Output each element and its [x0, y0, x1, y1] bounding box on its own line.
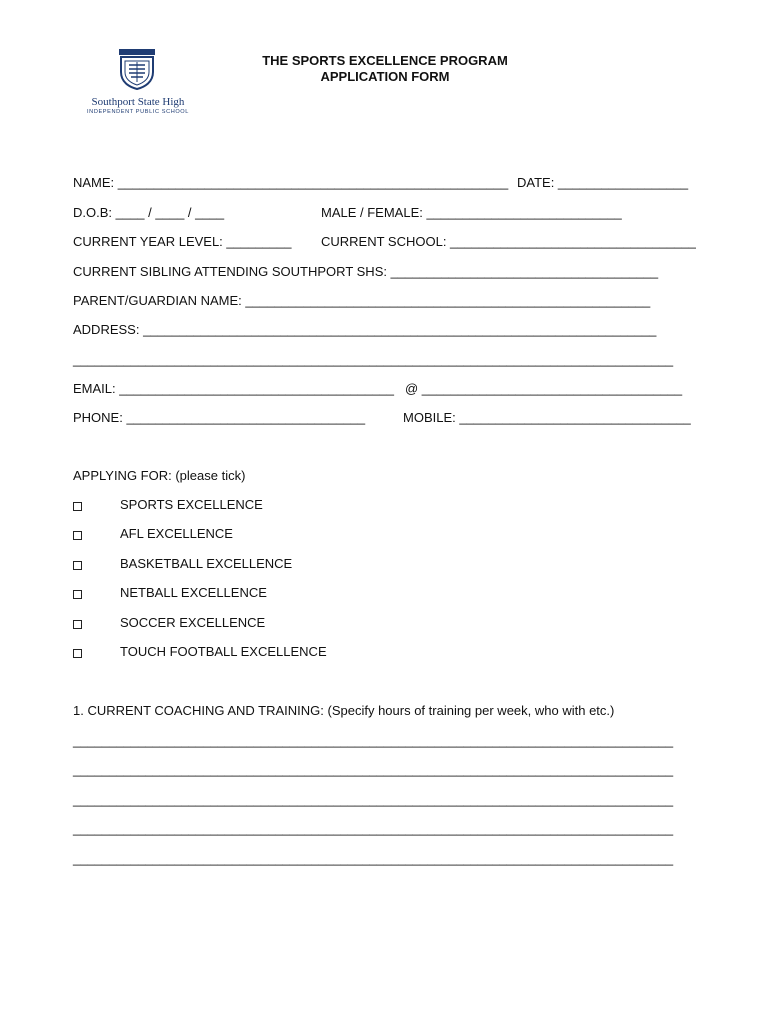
coaching-answer-line[interactable]: ___________________________________________________________________________________	[73, 851, 674, 866]
option-soccer-excellence: SOCCER EXCELLENCE	[120, 615, 266, 630]
name-field[interactable]: NAME: ______________________________________________________	[73, 175, 509, 190]
school-subtitle: INDEPENDENT PUBLIC SCHOOL	[87, 109, 189, 115]
checkbox-afl[interactable]	[73, 531, 82, 540]
option-afl-excellence: AFL EXCELLENCE	[120, 526, 233, 541]
option-netball-excellence: NETBALL EXCELLENCE	[120, 585, 267, 600]
date-field[interactable]: DATE: __________________	[517, 175, 689, 190]
email-field[interactable]: EMAIL: ______________________________________	[73, 381, 394, 396]
option-sports-excellence: SPORTS EXCELLENCE	[120, 497, 263, 512]
gender-field[interactable]: MALE / FEMALE: ___________________________	[321, 205, 622, 220]
coaching-training-heading: 1. CURRENT COACHING AND TRAINING: (Specify hours of training per week, who with etc.)	[73, 703, 615, 718]
coaching-answer-line[interactable]: ___________________________________________________________________________________	[73, 762, 674, 777]
current-school-field[interactable]: CURRENT SCHOOL: __________________________________	[321, 234, 696, 249]
parent-guardian-field[interactable]: PARENT/GUARDIAN NAME: ________________________________________________________	[73, 293, 651, 308]
coaching-answer-line[interactable]: ___________________________________________________________________________________	[73, 792, 674, 807]
dob-field[interactable]: D.O.B: ____ / ____ / ____	[73, 205, 225, 220]
phone-field[interactable]: PHONE: _________________________________	[73, 410, 366, 425]
checkbox-touch-football[interactable]	[73, 649, 82, 658]
coaching-answer-line[interactable]: ___________________________________________________________________________________	[73, 821, 674, 836]
year-level-field[interactable]: CURRENT YEAR LEVEL: _________	[73, 234, 292, 249]
coaching-answer-line[interactable]: ___________________________________________________________________________________	[73, 733, 674, 748]
checkbox-basketball[interactable]	[73, 561, 82, 570]
checkbox-soccer[interactable]	[73, 620, 82, 629]
school-name: Southport State High	[91, 96, 185, 108]
form-title: THE SPORTS EXCELLENCE PROGRAM	[262, 53, 508, 68]
checkbox-sports[interactable]	[73, 502, 82, 511]
sibling-field[interactable]: CURRENT SIBLING ATTENDING SOUTHPORT SHS: _____________________________________	[73, 264, 659, 279]
option-touch-football-excellence: TOUCH FOOTBALL EXCELLENCE	[120, 644, 327, 659]
applying-for-heading: APPLYING FOR: (please tick)	[73, 468, 246, 483]
checkbox-netball[interactable]	[73, 590, 82, 599]
mobile-field[interactable]: MOBILE: ________________________________	[403, 410, 691, 425]
school-logo	[82, 48, 194, 120]
form-subtitle: APPLICATION FORM	[320, 69, 450, 84]
option-basketball-excellence: BASKETBALL EXCELLENCE	[120, 556, 293, 571]
address-field[interactable]: ADDRESS: _______________________________________________________________________	[73, 322, 657, 337]
email-domain-field[interactable]: @ ____________________________________	[405, 381, 683, 396]
address-line2-field[interactable]: ___________________________________________________________________________________	[73, 352, 674, 367]
